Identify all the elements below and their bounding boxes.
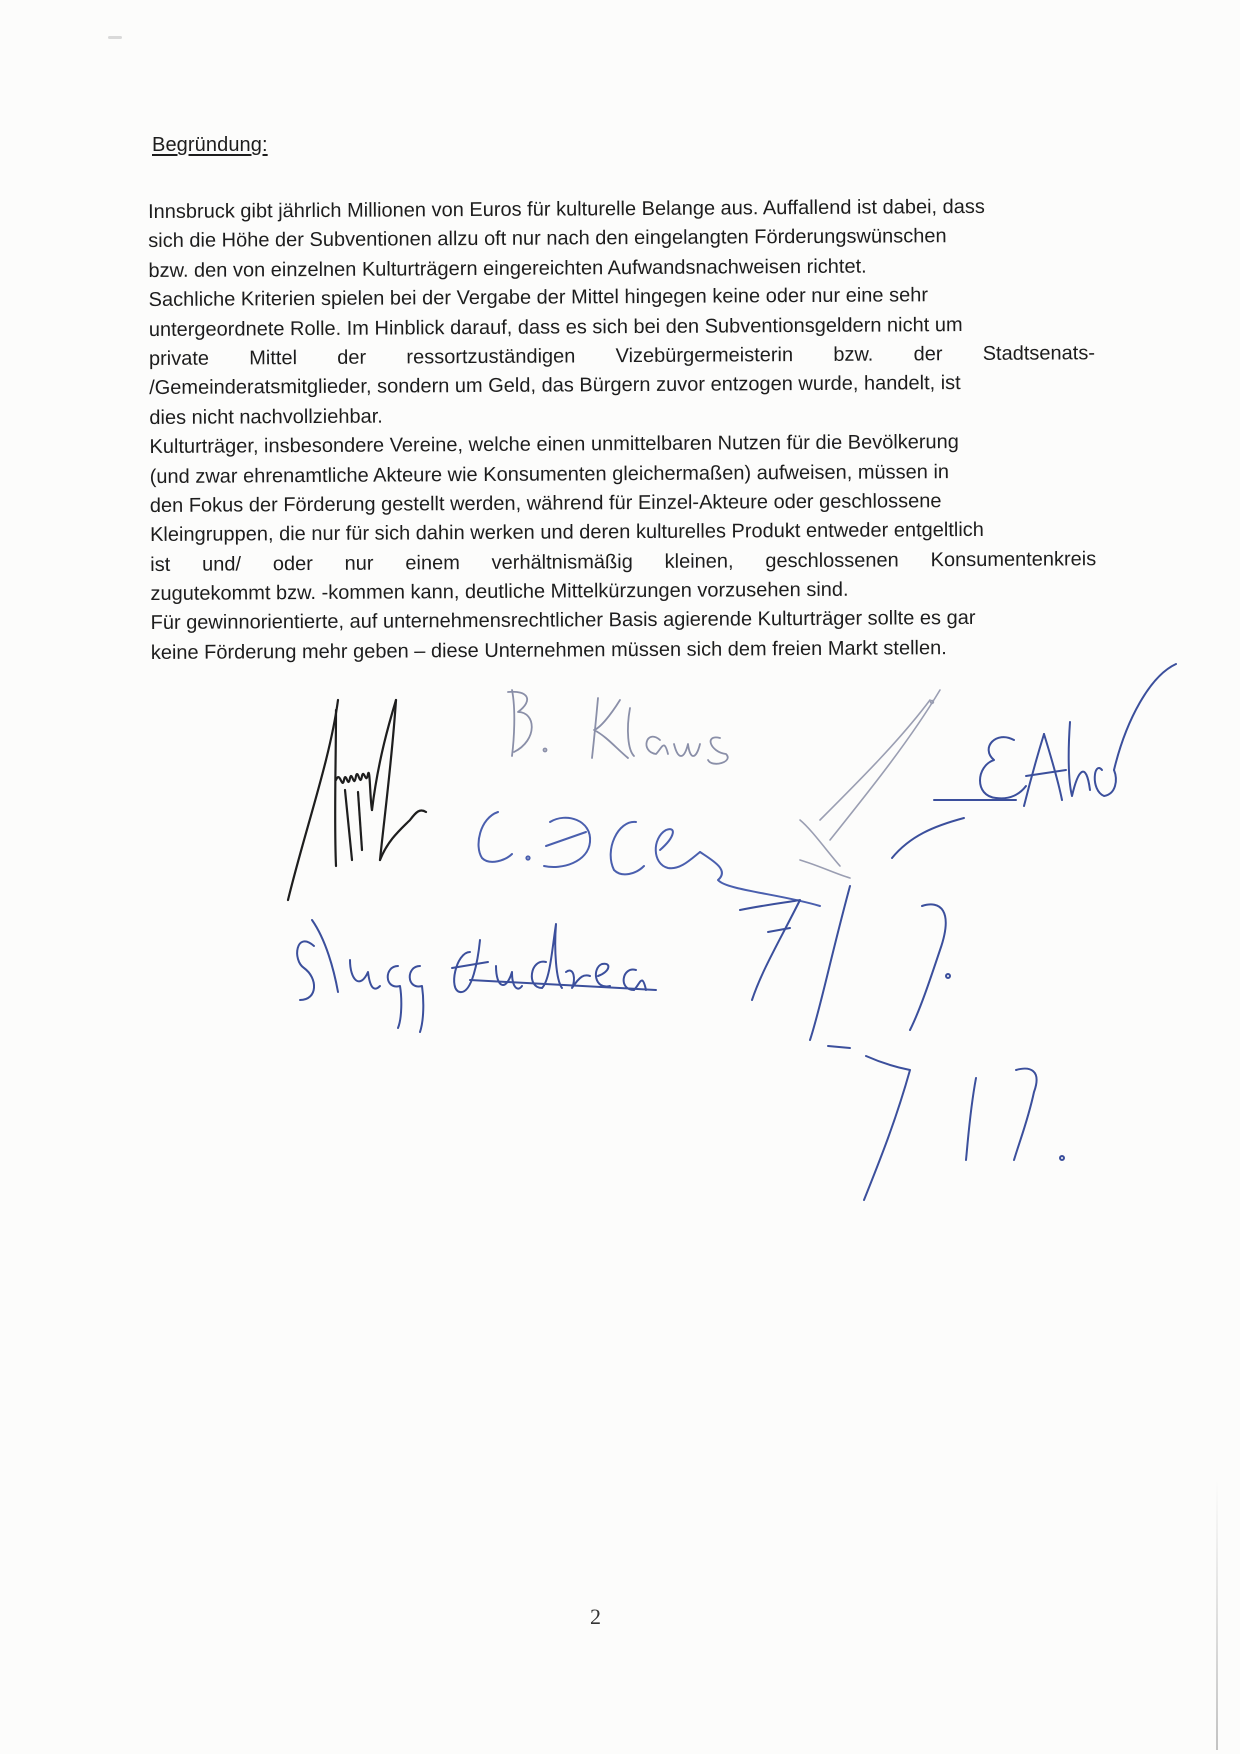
signature-scribble-1 xyxy=(288,700,426,900)
text-line: Sachliche Kriterien spielen bei der Vergabe der Mittel hingegen keine oder nur eine sehr xyxy=(148,284,929,312)
scan-speck xyxy=(108,36,122,39)
text-line: untergeordnete Rolle. Im Hinblick darauf, dass es sich bei den Subventionsgeldern nicht um xyxy=(148,313,963,341)
signature-e-ahel xyxy=(892,664,1176,858)
signature-date xyxy=(740,886,1064,1200)
signature-cd xyxy=(479,812,820,906)
scan-edge-shadow xyxy=(1216,1480,1218,1750)
text-line: keine Förderung mehr geben – diese Unternehmen müssen sich dem freien Markt stellen. xyxy=(150,636,947,664)
text-line: (und zwar ehrenamtliche Akteure wie Konsumenten gleichermaßen) aufweisen, müssen in xyxy=(149,460,950,488)
text-line: sich die Höhe der Subventionen allzu oft nur nach den eingelangten Förderungswünschen xyxy=(148,225,947,253)
signature-stugg-andrea xyxy=(297,920,656,1032)
page-number: 2 xyxy=(590,1604,601,1629)
text-line: ist und/ oder nur einem verhältnismäßig kleinen, geschlossenen Konsumentenkreis xyxy=(150,547,1097,576)
text-line: dies nicht nachvollziehbar. xyxy=(149,405,383,429)
text-line: private Mittel der ressortzuständigen Vizebürgermeisterin bzw. der Stadtsenats- xyxy=(148,342,1096,370)
text-line: /Gemeinderatsmitglieder, sondern um Geld, das Bürgern zuvor entzogen wurde, handelt, ist xyxy=(149,372,961,400)
signature-b-klaus xyxy=(508,690,728,764)
section-heading: Begründung: xyxy=(152,134,268,156)
text-line: Innsbruck gibt jährlich Millionen von Euros für kulturelle Belange aus. Auffallend ist dabei, dass xyxy=(148,195,985,223)
text-line: bzw. den von einzelnen Kulturträgern eingereichten Aufwandsnachweisen richtet. xyxy=(148,255,867,282)
text-line: Kulturträger, insbesondere Vereine, welche einen unmittelbaren Nutzen für die Bevölkerung xyxy=(149,431,959,459)
text-line: Für gewinnorientierte, auf unternehmensrechtlicher Basis agierende Kulturträger sollte es gar xyxy=(150,607,976,635)
signature-flourish xyxy=(800,690,940,878)
text-line: zugutekommt bzw. -kommen kann, deutliche Mittelkürzungen vorzusehen sind. xyxy=(150,578,849,606)
body-text xyxy=(148,192,1097,668)
text-line: den Fokus der Förderung gestellt werden, während für Einzel-Akteure oder geschlossene xyxy=(149,490,942,517)
text-line: Kleingruppen, die nur für sich dahin werken und deren kulturelles Produkt entweder entgeltlich xyxy=(149,519,984,547)
